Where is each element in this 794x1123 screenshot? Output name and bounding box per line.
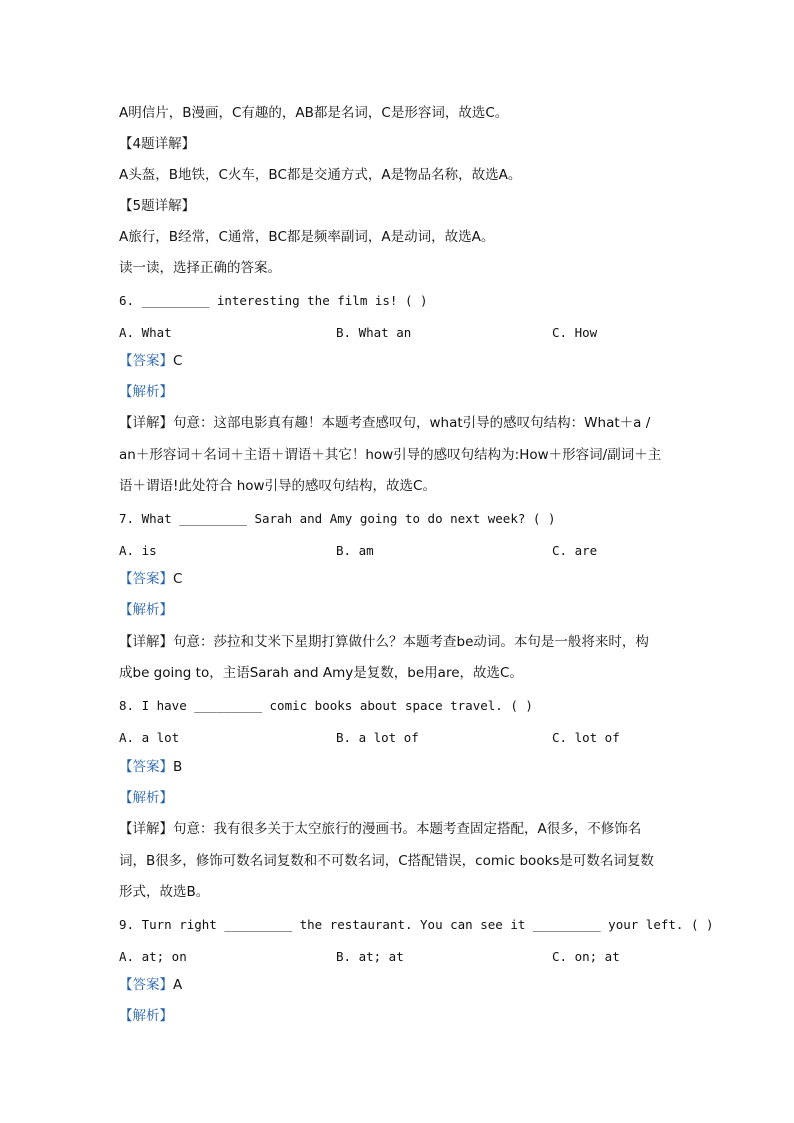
detail-label: 【详解】 bbox=[119, 821, 173, 837]
q4-header: 【4题详解】 bbox=[119, 136, 196, 152]
q9-analysis-label: 【解析】 bbox=[119, 1008, 173, 1024]
q9-stem: 9. Turn right _________ the restaurant. You can see it _________ your left. ( ) bbox=[119, 917, 714, 932]
answer-value: C bbox=[173, 571, 183, 587]
q8-analysis-label: 【解析】 bbox=[119, 790, 173, 806]
q8-stem: 8. I have _________ comic books about space travel. ( ) bbox=[119, 698, 533, 713]
q9-answer bbox=[119, 976, 699, 994]
answer-value: B bbox=[173, 759, 183, 775]
answer-label: 【答案】 bbox=[119, 571, 173, 587]
q6-analysis-label: 【解析】 bbox=[119, 384, 173, 400]
q8-detail-line-1: 【详解】句意：我有很多关于太空旅行的漫画书。本题考查固定搭配，A很多，不修饰名 bbox=[119, 821, 642, 837]
section-instruction: 读一读，选择正确的答案。 bbox=[119, 260, 281, 276]
detail-label: 【详解】 bbox=[119, 415, 173, 431]
q6-detail-line-2: an＋形容词＋名词＋主语＋谓语＋其它！how引导的感叹句结构为:How＋形容词/副词＋主 bbox=[119, 447, 662, 463]
q4-explanation: A头盔，B地铁，C火车，BC都是交通方式，A是物品名称，故选A。 bbox=[119, 167, 522, 183]
q6-detail-line-3: 语＋谓语!此处符合 how引导的感叹句结构，故选C。 bbox=[119, 478, 436, 494]
answer-label: 【答案】 bbox=[119, 977, 173, 993]
q7-option-c: C. are bbox=[552, 543, 598, 558]
q8-option-c: C. lot of bbox=[552, 730, 620, 745]
q6-answer bbox=[119, 352, 699, 370]
q7-answer bbox=[119, 570, 699, 588]
q6-detail-line-1: 【详解】句意：这部电影真有趣！本题考查感叹句，what引导的感叹句结构：What＋a / bbox=[119, 415, 651, 431]
answer-value: C bbox=[173, 353, 183, 369]
q8-answer bbox=[119, 758, 699, 776]
q9-option-b: B. at; at bbox=[336, 949, 404, 964]
q9-option-a: A. at; on bbox=[119, 949, 187, 964]
q6-stem: 6. _________ interesting the film is! ( ) bbox=[119, 293, 428, 308]
q7-stem: 7. What _________ Sarah and Amy going to do next week? ( ) bbox=[119, 511, 556, 526]
q7-option-a: A. is bbox=[119, 543, 157, 558]
q6-option-b: B. What an bbox=[336, 325, 412, 340]
q7-analysis-label: 【解析】 bbox=[119, 602, 173, 618]
q5-explanation: A旅行，B经常，C通常，BC都是频率副词，A是动词，故选A。 bbox=[119, 229, 495, 245]
answer-value: A bbox=[173, 977, 183, 993]
detail-label: 【详解】 bbox=[119, 634, 173, 650]
answer-label: 【答案】 bbox=[119, 759, 173, 775]
q3-explanation: A明信片，B漫画，C有趣的，AB都是名词，C是形容词，故选C。 bbox=[119, 105, 509, 121]
q8-option-b: B. a lot of bbox=[336, 730, 419, 745]
q6-option-a: A. What bbox=[119, 325, 172, 340]
q7-option-b: B. am bbox=[336, 543, 374, 558]
q5-header: 【5题详解】 bbox=[119, 198, 196, 214]
q7-detail-line-2: 成be going to，主语Sarah and Amy是复数，be用are，故选C。 bbox=[119, 665, 523, 681]
q8-detail-line-2: 词，B很多，修饰可数名词复数和不可数名词，C搭配错误，comic books是可数名词复数 bbox=[119, 853, 654, 869]
q8-detail-line-3: 形式，故选B。 bbox=[119, 884, 210, 900]
q9-option-c: C. on; at bbox=[552, 949, 620, 964]
q7-detail-line-1: 【详解】句意：莎拉和艾米下星期打算做什么？本题考查be动词。本句是一般将来时，构 bbox=[119, 634, 649, 650]
q8-option-a: A. a lot bbox=[119, 730, 180, 745]
q6-option-c: C. How bbox=[552, 325, 598, 340]
answer-label: 【答案】 bbox=[119, 353, 173, 369]
